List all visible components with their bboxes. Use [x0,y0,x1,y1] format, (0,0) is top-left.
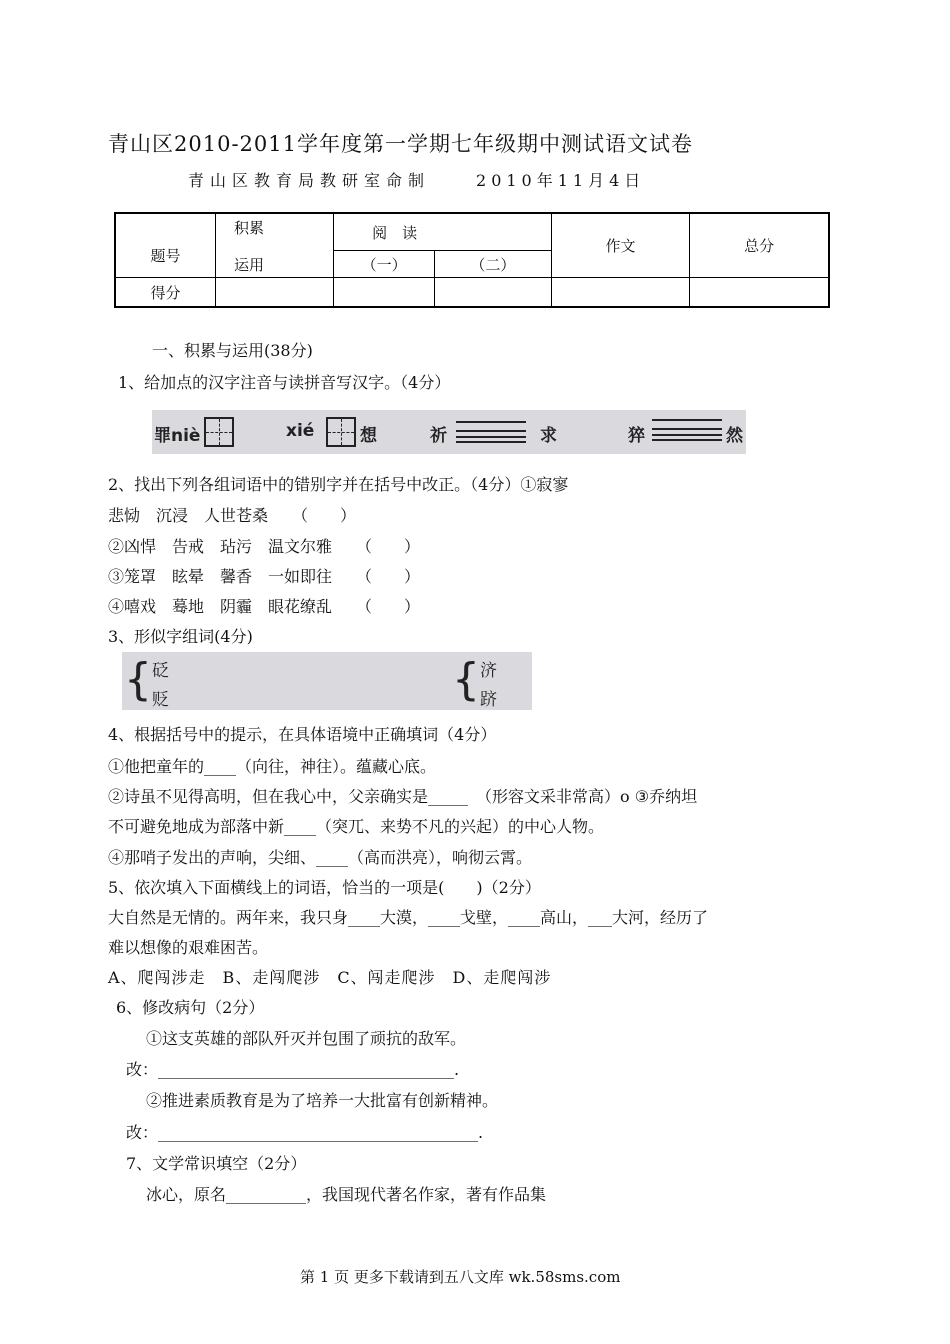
blank-lines-2 [652,419,722,441]
cell-tihao: 题号 [115,213,216,278]
question-4-line-3: 不可避免地成为部落中新____（突兀、来势不凡的兴起）的中心人物。 [108,817,605,836]
question-7: 7、文学常识填空（2分） [126,1154,307,1173]
page-subtitle [188,168,645,191]
question-5: 5、依次填入下面横线上的词语，恰当的一项是( )（2分） [108,878,541,897]
question-2-line-1: 悲恸 沉浸 人世苍桑 （ ） [108,506,357,525]
question-6-line-4: 改：________________________________________. [126,1123,484,1142]
question-6-line-3: ②推进素质教育是为了培养一大批富有创新精神。 [146,1091,499,1110]
score-cell-4[interactable] [551,278,690,307]
score-cell-1[interactable] [216,278,334,307]
question-5-line-1: 大自然是无情的。两年来，我只身____大漠，____戈壁，____高山，___大河，经历了 [108,908,709,927]
score-cell-5[interactable] [690,278,829,307]
tianzige-box-1 [204,417,234,447]
question-5-line-2: 难以想像的艰难困苦。 [108,938,269,957]
page-footer: 第 1 页 更多下载请到五八文库 wk.58sms.com [300,1268,621,1286]
section-heading: 一、积累与运用(38分) [152,341,313,360]
cell-zuowen: 作文 [551,213,690,278]
question-4-line-4: ④那哨子发出的声响，尖细、____（高而洪亮），响彻云霄。 [108,848,533,867]
tianzige-box-2 [326,417,356,447]
question-2-line-2: ②凶悍 告戒 玷污 温文尔雅 （ ） [108,537,421,556]
question-1: 1、给加点的汉字注音与读拼音写汉字。（4分） [118,373,451,392]
question-5-options: A、爬闯涉走 B、走闯爬涉 C、闯走爬涉 D、走爬闯涉 [108,968,552,987]
q1-pinyin-image: 罪niè xié 想 祈 求 猝 然 [152,410,746,454]
score-table [114,212,830,308]
cell-jilei: 积累 运用 [216,213,334,278]
score-cell-3[interactable] [435,278,552,307]
question-4-line-1: ①他把童年的____（向往，神往）。蕴藏心底。 [108,757,437,776]
question-6: 6、修改病句（2分） [116,998,265,1017]
question-4: 4、根据括号中的提示，在具体语境中正确填词（4分） [108,725,497,744]
cell-zongfen: 总分 [690,213,829,278]
author: 青山区教育局教研室命制 [188,171,431,190]
question-3: 3、形似字组词(4分) [108,627,253,646]
question-6-line-1: ①这支英雄的部队歼灭并包围了顽抗的敌军。 [146,1029,467,1048]
question-2: 2、找出下列各组词语中的错别字并在括号中改正。（4分）①寂寥 [108,475,569,494]
cell-yi: （一） [334,251,435,278]
blank-lines-1 [456,421,526,443]
score-cell-2[interactable] [334,278,435,307]
question-6-line-2: 改：_____________________________________. [126,1060,460,1079]
q3-characters-image: { 砭 贬 { 济 跻 [122,652,532,710]
question-4-line-2: ②诗虽不见得高明，但在我心中，父亲确实是_____ （形容文采非常高）o ③乔纳坦 [108,787,698,806]
exam-date: 2010年11月4日 [476,171,646,190]
cell-yuedu: 阅 读 [334,213,552,251]
page-title: 青山区2010-2011学年度第一学期七年级期中测试语文试卷 [108,132,693,156]
cell-defen: 得分 [115,278,216,307]
question-2-line-4: ④嘻戏 蓦地 阴霾 眼花缭乱 （ ） [108,597,421,616]
question-2-line-3: ③笼罩 眩晕 馨香 一如即往 （ ） [108,567,421,586]
question-7-line-1: 冰心，原名__________，我国现代著名作家，著有作品集 [146,1185,547,1204]
cell-er: （二） [435,251,552,278]
